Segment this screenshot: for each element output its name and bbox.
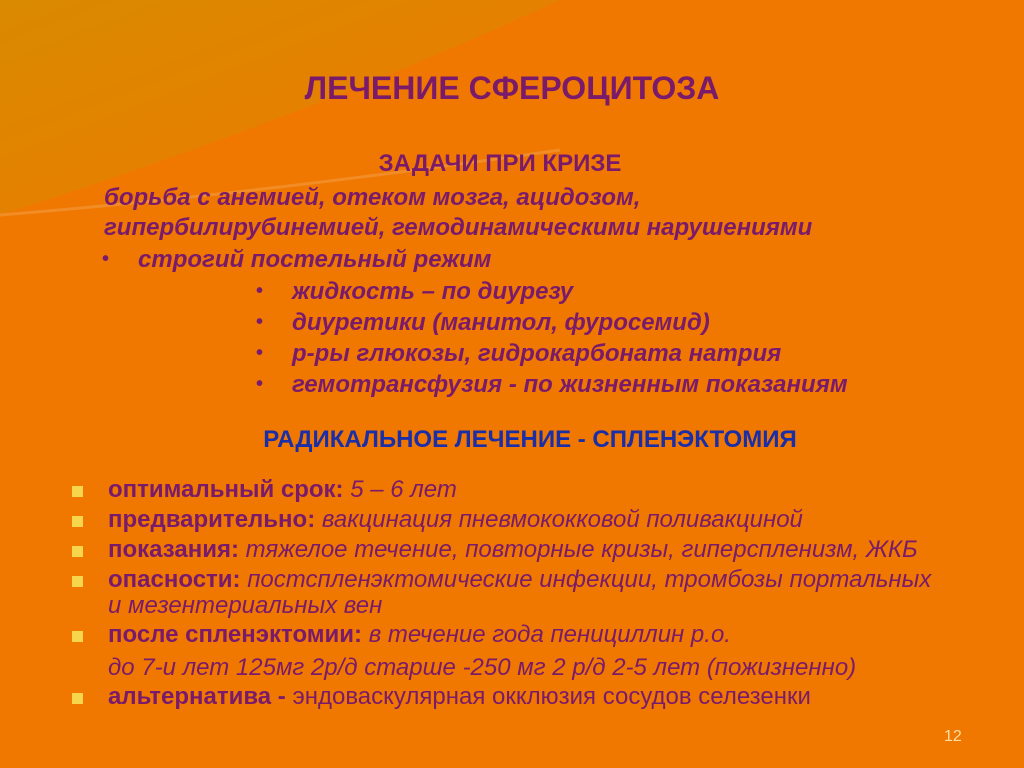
indications-item: показания: тяжелое течение, повторные кризы, гиперспленизм, ЖКБ <box>108 536 918 563</box>
bullet-dot: • <box>256 280 264 302</box>
square-bullet-icon <box>72 631 83 642</box>
sub-bullet-item: жидкость – по диурезу <box>292 278 574 305</box>
after-splenectomy-item: после спленэктомии: в течение года пенициллин р.о. <box>108 621 731 648</box>
crisis-goal-line-1: борьба с анемией, отеком мозга, ацидозом, <box>104 184 641 211</box>
bullet-dot: • <box>256 373 264 395</box>
dosage-line: до 7-и лет 125мг 2р/д старше -250 мг 2 р/д 2-5 лет (пожизненно) <box>108 654 857 681</box>
sub-bullet-item: диуретики (манитол, фуросемид) <box>292 309 710 336</box>
slide-title: ЛЕЧЕНИЕ СФЕРОЦИТОЗА <box>304 70 720 106</box>
bullet-dot: • <box>256 342 264 364</box>
crisis-goal-line-2: гипербилирубинемией, гемодинамическими нарушениями <box>104 214 813 241</box>
alternative-item: альтернатива - эндоваскулярная окклюзия сосудов селезенки <box>108 683 811 710</box>
square-bullet-icon <box>72 576 83 587</box>
dangers-item: опасности: постспленэктомические инфекции, тромбозы портальных <box>108 566 932 593</box>
square-bullet-icon <box>72 546 83 557</box>
sub-bullet-item: р-ры глюкозы, гидрокарбоната натрия <box>292 340 782 367</box>
dangers-item-continued: и мезентериальных вен <box>108 592 383 619</box>
bullet-dot: • <box>256 311 264 333</box>
square-bullet-icon <box>72 693 83 704</box>
square-bullet-icon <box>72 486 83 497</box>
preliminary-item: предварительно: вакцинация пневмококковой поливакциной <box>108 506 803 533</box>
page-number: 12 <box>944 728 962 745</box>
sub-bullet-item: гемотрансфузия - по жизненным показаниям <box>292 371 848 398</box>
radical-treatment-heading: РАДИКАЛЬНОЕ ЛЕЧЕНИЕ - СПЛЕНЭКТОМИЯ <box>263 426 797 453</box>
bed-rest-item: строгий постельный режим <box>138 246 492 273</box>
optimal-term-item: оптимальный срок: 5 – 6 лет <box>108 476 457 503</box>
bullet-dot: • <box>102 248 110 270</box>
crisis-heading: ЗАДАЧИ ПРИ КРИЗЕ <box>378 150 622 177</box>
square-bullet-icon <box>72 516 83 527</box>
